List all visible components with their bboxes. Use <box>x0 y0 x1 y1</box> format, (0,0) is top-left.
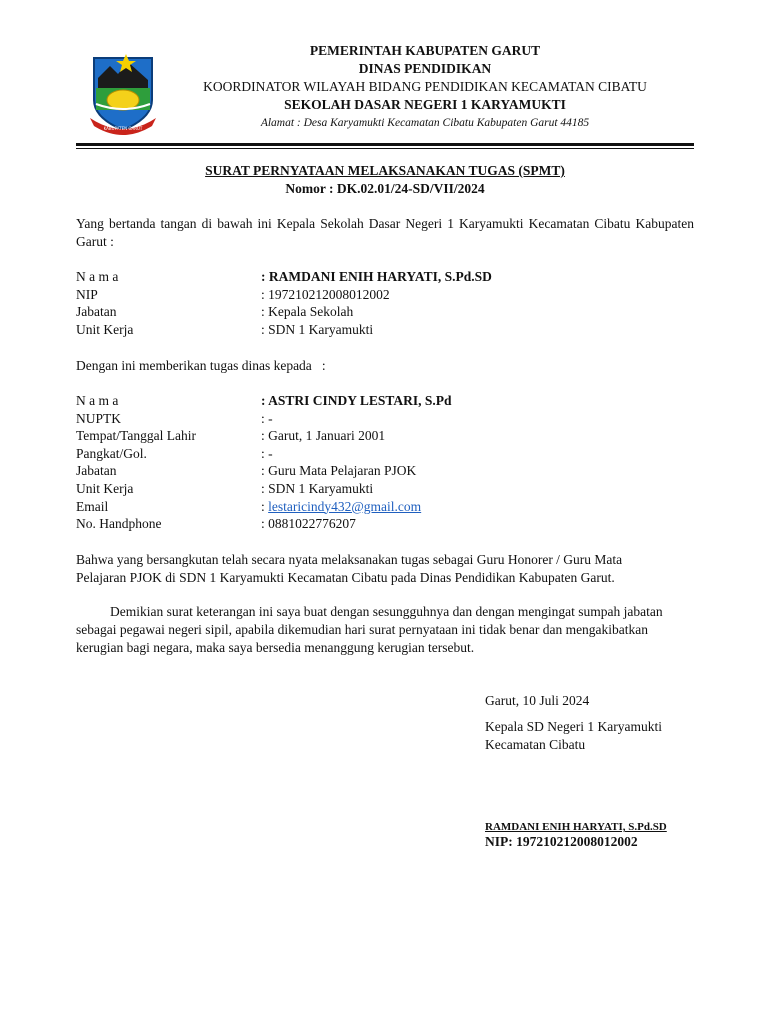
assignee-row-email <box>76 498 694 516</box>
signature-role-line: Kecamatan Cibatu <box>485 737 586 752</box>
field-value: : - <box>261 410 273 426</box>
field-label: NUPTK <box>76 410 122 426</box>
closing-line: kerugian bagi negara, maka saya bersedia menanggung kerugian tersebut. <box>76 640 475 655</box>
signature-role-line: Kepala SD Negeri 1 Karyamukti <box>485 719 662 734</box>
field-value: : RAMDANI ENIH HARYATI, S.Pd.SD <box>261 269 492 284</box>
assignee-row-nuptk <box>76 410 694 428</box>
field-label: Jabatan <box>76 304 117 320</box>
assignee-row-unit <box>76 480 694 498</box>
field-value: : Guru Mata Pelajaran PJOK <box>261 463 417 479</box>
signer-row-position <box>76 303 694 321</box>
signer-details <box>76 268 694 338</box>
logo-ribbon-text: KABUPATEN GARUT <box>103 126 143 131</box>
field-value: : ASTRI CINDY LESTARI, S.Pd <box>261 393 452 408</box>
document-number: Nomor : DK.02.01/24-SD/VII/2024 <box>285 181 485 196</box>
assignment-intro: Dengan ini memberikan tugas dinas kepada : <box>76 358 326 373</box>
assignee-row-rank <box>76 445 694 463</box>
field-label: No. Handphone <box>76 516 162 532</box>
field-label: Unit Kerja <box>76 480 134 496</box>
field-label: N a m a <box>76 269 119 284</box>
signer-row-unit <box>76 321 694 339</box>
garut-regency-logo <box>86 48 160 136</box>
letterhead <box>160 42 690 132</box>
assignee-details <box>76 392 694 533</box>
closing-line: Demikian surat keterangan ini saya buat dengan sesungguhnya dan dengan mengingat sumpah jabatan <box>110 604 663 619</box>
letterhead-divider-thick <box>76 143 694 146</box>
field-value: : SDN 1 Karyamukti <box>261 321 374 337</box>
assignee-row-position <box>76 462 694 480</box>
field-label: Jabatan <box>76 463 117 479</box>
email-link[interactable]: lestaricindy432@gmail.com <box>268 498 422 514</box>
statement-line: Pelajaran PJOK di SDN 1 Karyamukti Kecamatan Cibatu pada Dinas Pendidikan Kabupaten Garut. <box>76 570 615 585</box>
field-label: Email <box>76 498 109 514</box>
assignee-row-name <box>76 392 694 410</box>
field-value: : Kepala Sekolah <box>261 304 354 320</box>
assignee-row-birth <box>76 427 694 445</box>
field-value: : 197210212008012002 <box>261 286 390 302</box>
field-label: Pangkat/Gol. <box>76 445 147 461</box>
field-value: : SDN 1 Karyamukti <box>261 480 374 496</box>
field-value: : Garut, 1 Januari 2001 <box>261 428 386 444</box>
assignee-row-phone <box>76 515 694 533</box>
signer-row-name <box>76 268 694 286</box>
closing-paragraph <box>76 603 694 657</box>
field-label: Tempat/Tanggal Lahir <box>76 428 196 444</box>
signature-name: RAMDANI ENIH HARYATI, S.Pd.SD <box>485 821 667 833</box>
statement-paragraph <box>76 551 694 587</box>
letterhead-divider-thin <box>76 148 694 149</box>
signature-nip: NIP: 197210212008012002 <box>485 834 638 849</box>
letterhead-department: DINAS PENDIDIKAN <box>358 61 492 76</box>
statement-line: Bahwa yang bersangkutan telah secara nyata melaksanakan tugas sebagai Guru Honorer / Guru Mata <box>76 552 623 567</box>
letterhead-coordinator: KOORDINATOR WILAYAH BIDANG PENDIDIKAN KECAMATAN CIBATU <box>203 79 647 94</box>
closing-line: sebagai pegawai negeri sipil, apabila dikemudian hari surat pernyataan ini tidak benar dan mengakibatkan <box>76 622 649 637</box>
signer-row-nip <box>76 286 694 304</box>
intro-paragraph: Yang bertanda tangan di bawah ini Kepala Sekolah Dasar Negeri 1 Karyamukti Kecamatan Cibatu Kabupaten Garut : <box>76 216 694 249</box>
field-label: NIP <box>76 286 98 302</box>
field-value-prefix: : <box>261 498 269 514</box>
signature-role <box>485 718 662 754</box>
field-label: Unit Kerja <box>76 321 134 337</box>
letterhead-school: SEKOLAH DASAR NEGERI 1 KARYAMUKTI <box>284 97 566 112</box>
signature-date: Garut, 10 Juli 2024 <box>485 693 590 708</box>
letterhead-government: PEMERINTAH KABUPATEN GARUT <box>309 43 541 58</box>
field-label: N a m a <box>76 393 119 408</box>
field-value: : - <box>261 445 273 461</box>
field-value: : 0881022776207 <box>261 516 356 532</box>
document-title: SURAT PERNYATAAN MELAKSANAKAN TUGAS (SPMT) <box>205 163 565 178</box>
letterhead-address: Alamat : Desa Karyamukti Kecamatan Cibatu Kabupaten Garut 44185 <box>260 117 590 129</box>
